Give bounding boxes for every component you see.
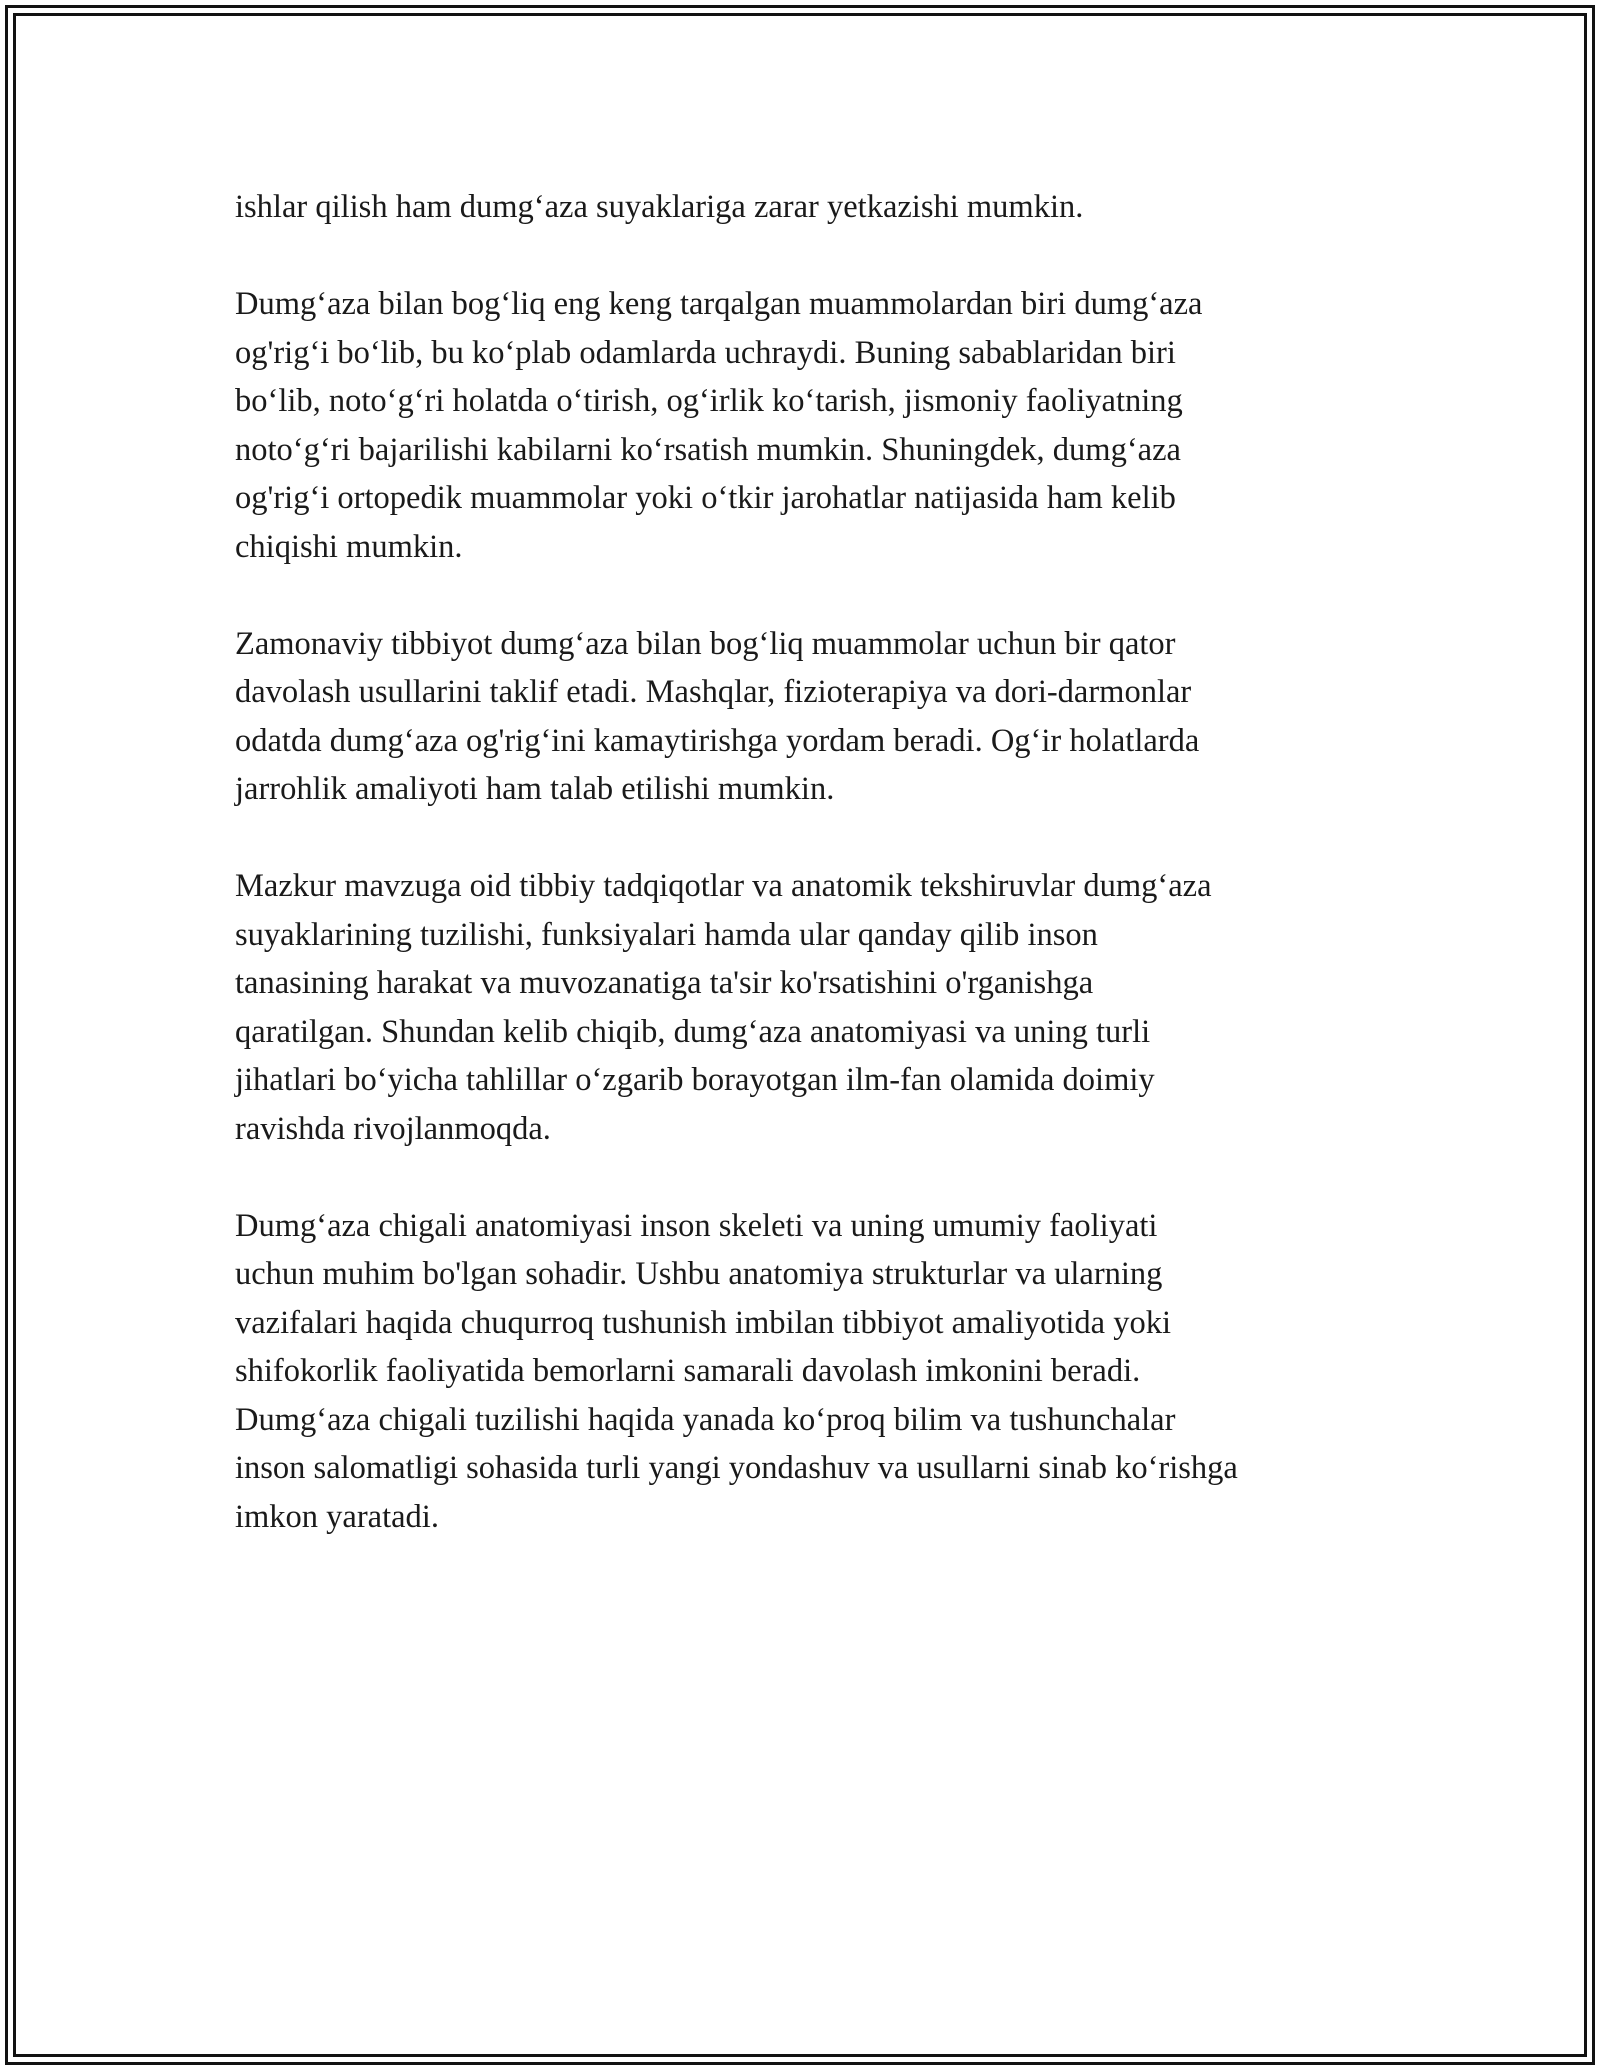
text-line: davolash usullarini taklif etadi. Mashqlar, fizioterapiya va dori-darmonlar <box>235 674 1192 710</box>
text-line: imkon yaratadi. <box>235 1498 439 1535</box>
paragraph-1 <box>235 183 1385 232</box>
text-line: noto‘g‘ri bajarilishi kabilarni ko‘rsatish mumkin. Shuningdek, dumg‘aza <box>235 431 1181 468</box>
text-line: chiqishi mumkin. <box>235 528 463 565</box>
paragraph-4 <box>235 862 1385 1153</box>
text-line: inson salomatligi sohasida turli yangi yondashuv va usullarni sinab ko‘rishga <box>235 1450 1238 1486</box>
text-line: bo‘lib, noto‘g‘ri holatda o‘tirish, og‘irlik ko‘tarish, jismoniy faoliyatning <box>235 383 1183 419</box>
text-line: shifokorlik faoliyatida bemorlarni samarali davolash imkonini beradi. <box>235 1353 1141 1389</box>
text-line: odatda dumg‘aza og'rig‘ini kamaytirishga yordam beradi. Og‘ir holatlarda <box>235 722 1200 759</box>
text-line: Dumg‘aza chigali anatomiyasi inson skeleti va uning umumiy faoliyati <box>235 1207 1158 1244</box>
text-line: og'rig‘i bo‘lib, bu ko‘plab odamlarda uchraydi. Buning sabablaridan biri <box>235 334 1176 371</box>
text-line: Dumg‘aza bilan bog‘liq eng keng tarqalgan muammolardan biri dumg‘aza <box>235 286 1203 322</box>
text-line: og'rig‘i ortopedik muammolar yoki o‘tkir jarohatlar natijasida ham kelib <box>235 480 1176 516</box>
paragraph-5 <box>235 1202 1385 1542</box>
text-line: uchun muhim bo'lgan sohadir. Ushbu anatomiya strukturlar va ularning <box>235 1256 1163 1292</box>
text-line: qaratilgan. Shundan kelib chiqib, dumg‘aza anatomiyasi va uning turli <box>235 1013 1151 1050</box>
paragraph-2 <box>235 280 1385 571</box>
text-line: tanasining harakat va muvozanatiga ta'sir ko'rsatishini o'rganishga <box>235 965 1094 1001</box>
text-line: ishlar qilish ham dumg‘aza suyaklariga zarar yetkazishi mumkin. <box>235 189 1084 225</box>
paragraph-3 <box>235 620 1385 814</box>
text-line: jihatlari bo‘yicha tahlillar o‘zgarib borayotgan ilm-fan olamida doimiy <box>235 1062 1155 1098</box>
text-line: vazifalari haqida chuqurroq tushunish imbilan tibbiyot amaliyotida yoki <box>235 1304 1171 1341</box>
text-line: jarrohlik amaliyoti ham talab etilishi mumkin. <box>235 771 835 807</box>
text-line: suyaklarining tuzilishi, funksiyalari hamda ular qanday qilib inson <box>235 916 1098 953</box>
text-line: Dumg‘aza chigali tuzilishi haqida yanada ko‘proq bilim va tushunchalar <box>235 1401 1176 1438</box>
document-body <box>235 183 1385 1590</box>
text-line: ravishda rivojlanmoqda. <box>235 1110 551 1147</box>
text-line: Zamonaviy tibbiyot dumg‘aza bilan bog‘liq muammolar uchun bir qator <box>235 625 1176 662</box>
text-line: Mazkur mavzuga oid tibbiy tadqiqotlar va anatomik tekshiruvlar dumg‘aza <box>235 868 1212 904</box>
